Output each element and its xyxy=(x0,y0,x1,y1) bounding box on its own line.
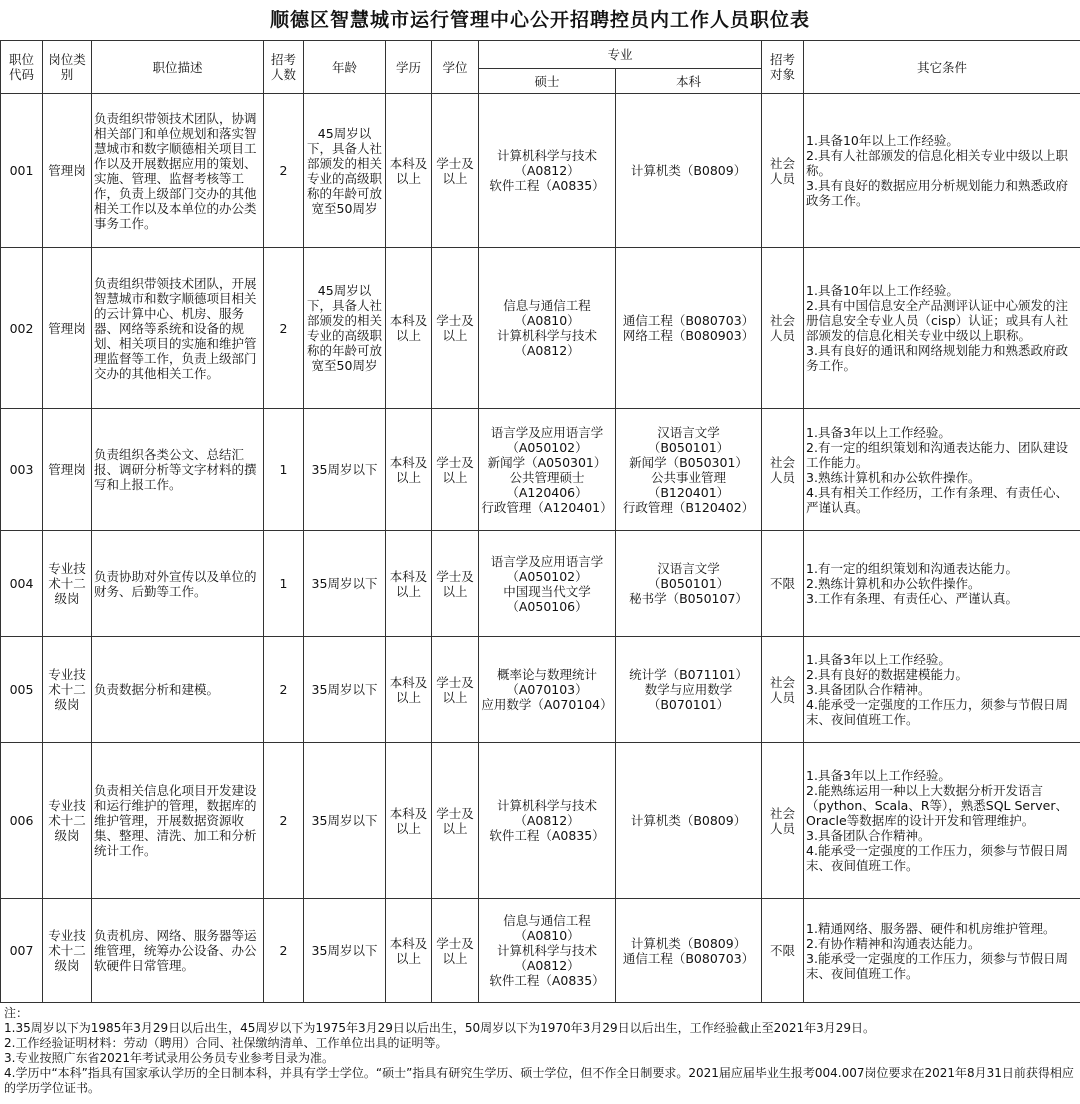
table-row xyxy=(1,94,1080,248)
master-major-cell: 语言学及应用语言学 （A050102） 中国现当代文学 （A050106） xyxy=(479,531,616,637)
header-category: 岗位类别 xyxy=(43,41,92,94)
other-conditions-cell: 1.有一定的组织策划和沟通表达能力。 2.熟练计算机和办公软件操作。 3.工作有条理、有责任心、严谨认真。 xyxy=(804,531,1080,637)
description-cell: 负责机房、网络、服务器等运维管理，统筹办公设备、办公软硬件日常管理。 xyxy=(92,899,264,1003)
table-row xyxy=(1,248,1080,409)
code-cell: 002 xyxy=(1,248,43,409)
degree-cell: 学士及以上 xyxy=(432,743,479,899)
target-cell: 社会人员 xyxy=(762,637,804,743)
code-cell: 001 xyxy=(1,94,43,248)
category-cell: 专业技术十二级岗 xyxy=(43,531,92,637)
header-count: 招考人数 xyxy=(264,41,304,94)
description-cell: 负责组织各类公文、总结汇报、调研分析等文字材料的撰写和上报工作。 xyxy=(92,409,264,531)
note-item: 2.工作经验证明材料：劳动（聘用）合同、社保缴纳清单、工作单位出具的证明等。 xyxy=(4,1036,448,1050)
table-row xyxy=(1,743,1080,899)
code-cell: 007 xyxy=(1,899,43,1003)
category-cell: 专业技术十二级岗 xyxy=(43,899,92,1003)
education-cell: 本科及以上 xyxy=(386,409,432,531)
count-cell: 2 xyxy=(264,743,304,899)
target-cell: 不限 xyxy=(762,531,804,637)
other-conditions-cell: 1.具备3年以上工作经验。 2.能熟练运用一种以上大数据分析开发语言（python、Scala、R等），熟悉SQL Server、Oracle等数据库的设计开发和管理维护。 3.具备团队合作精神。 4.能承受一定强度的工作压力，须参与节假日周末、夜间值班工作。 xyxy=(804,743,1080,899)
header-major: 专业 xyxy=(479,41,762,69)
table-row xyxy=(1,637,1080,743)
education-cell: 本科及以上 xyxy=(386,94,432,248)
education-cell: 本科及以上 xyxy=(386,248,432,409)
count-cell: 2 xyxy=(264,899,304,1003)
code-cell: 003 xyxy=(1,409,43,531)
header-code: 职位代码 xyxy=(1,41,43,94)
bachelor-major-cell: 统计学（B071101） 数学与应用数学 （B070101） xyxy=(616,637,762,743)
note-item: 3.专业按照广东省2021年考试录用公务员专业参考目录为准。 xyxy=(4,1051,334,1065)
table-row xyxy=(1,531,1080,637)
header-master: 硕士 xyxy=(479,69,616,94)
other-conditions-cell: 1.具备10年以上工作经验。 2.具有中国信息安全产品测评认证中心颁发的注册信息安全专业人员（cisp）认证；或具有人社部颁发的信息化相关专业中级以上职称。 3.具有良好的通讯和网络规划能力和熟悉政府政务工作。 xyxy=(804,248,1080,409)
age-cell: 35周岁以下 xyxy=(304,409,386,531)
description-cell: 负责组织带领技术团队，开展智慧城市和数字顺德项目相关的云计算中心、机房、服务器、网络等系统和设备的规划、相关项目的实施和维护管理监督等工作，负责上级部门交办的其他相关工作。 xyxy=(92,248,264,409)
category-cell: 专业技术十二级岗 xyxy=(43,743,92,899)
target-cell: 社会人员 xyxy=(762,94,804,248)
description-cell: 负责相关信息化项目开发建设和运行维护的管理，数据库的维护管理，开展数据资源收集、整理、清洗、加工和分析统计工作。 xyxy=(92,743,264,899)
header-description: 职位描述 xyxy=(92,41,264,94)
bachelor-major-cell: 计算机类（B0809） 通信工程（B080703） xyxy=(616,899,762,1003)
degree-cell: 学士及以上 xyxy=(432,899,479,1003)
age-cell: 35周岁以下 xyxy=(304,743,386,899)
degree-cell: 学士及以上 xyxy=(432,248,479,409)
education-cell: 本科及以上 xyxy=(386,531,432,637)
age-cell: 35周岁以下 xyxy=(304,899,386,1003)
master-major-cell: 计算机科学与技术 （A0812） 软件工程（A0835） xyxy=(479,743,616,899)
category-cell: 管理岗 xyxy=(43,409,92,531)
target-cell: 社会人员 xyxy=(762,743,804,899)
notes-section xyxy=(0,1003,1080,1096)
master-major-cell: 概率论与数理统计 （A070103） 应用数学（A070104） xyxy=(479,637,616,743)
count-cell: 1 xyxy=(264,531,304,637)
degree-cell: 学士及以上 xyxy=(432,637,479,743)
category-cell: 管理岗 xyxy=(43,248,92,409)
count-cell: 2 xyxy=(264,248,304,409)
master-major-cell: 语言学及应用语言学 （A050102） 新闻学（A050301） 公共管理硕士 （A120406） 行政管理（A120401） xyxy=(479,409,616,531)
age-cell: 45周岁以下，具备人社部颁发的相关专业的高级职称的年龄可放宽至50周岁 xyxy=(304,94,386,248)
bachelor-major-cell: 计算机类（B0809） xyxy=(616,743,762,899)
category-cell: 专业技术十二级岗 xyxy=(43,637,92,743)
header-education: 学历 xyxy=(386,41,432,94)
description-cell: 负责协助对外宣传以及单位的财务、后勤等工作。 xyxy=(92,531,264,637)
education-cell: 本科及以上 xyxy=(386,743,432,899)
count-cell: 1 xyxy=(264,409,304,531)
header-other: 其它条件 xyxy=(804,41,1080,94)
bachelor-major-cell: 汉语言文学（B050101） 秘书学（B050107） xyxy=(616,531,762,637)
master-major-cell: 信息与通信工程 （A0810） 计算机科学与技术 （A0812） xyxy=(479,248,616,409)
age-cell: 35周岁以下 xyxy=(304,637,386,743)
positions-table xyxy=(0,40,1080,1003)
other-conditions-cell: 1.具备3年以上工作经验。 2.有一定的组织策划和沟通表达能力、团队建设工作能力。 3.熟练计算机和办公软件操作。 4.具有相关工作经历，工作有条理、有责任心、严谨认真。 xyxy=(804,409,1080,531)
page-title: 顺德区智慧城市运行管理中心公开招聘控员内工作人员职位表 xyxy=(269,9,810,31)
other-conditions-cell: 1.具备3年以上工作经验。 2.具有良好的数据建模能力。 3.具备团队合作精神。 4.能承受一定强度的工作压力，须参与节假日周末、夜间值班工作。 xyxy=(804,637,1080,743)
table-row xyxy=(1,409,1080,531)
count-cell: 2 xyxy=(264,637,304,743)
note-item: 1.35周岁以下为1985年3月29日以后出生，45周岁以下为1975年3月29日以后出生，50周岁以下为1970年3月29日以后出生，工作经验截止至2021年3月29日。 xyxy=(4,1021,876,1035)
master-major-cell: 信息与通信工程 （A0810） 计算机科学与技术 （A0812） 软件工程（A0835） xyxy=(479,899,616,1003)
bachelor-major-cell: 通信工程（B080703） 网络工程（B080903） xyxy=(616,248,762,409)
table-row xyxy=(1,899,1080,1003)
note-item: 4.学历中“本科”指具有国家承认学历的全日制本科，并具有学士学位。“硕士”指具有研究生学历、硕士学位，但不作全日制要求。2021届应届毕业生报考004.007岗位要求在2021年8月31日前获得相应的学历学位证书。 xyxy=(4,1066,1074,1095)
education-cell: 本科及以上 xyxy=(386,637,432,743)
notes-label: 注： xyxy=(4,1006,29,1020)
header-bachelor: 本科 xyxy=(616,69,762,94)
bachelor-major-cell: 汉语言文学（B050101） 新闻学（B050301） 公共事业管理 （B120401） 行政管理（B120402） xyxy=(616,409,762,531)
target-cell: 不限 xyxy=(762,899,804,1003)
header-target: 招考对象 xyxy=(762,41,804,94)
age-cell: 35周岁以下 xyxy=(304,531,386,637)
header-degree: 学位 xyxy=(432,41,479,94)
bachelor-major-cell: 计算机类（B0809） xyxy=(616,94,762,248)
degree-cell: 学士及以上 xyxy=(432,94,479,248)
degree-cell: 学士及以上 xyxy=(432,409,479,531)
code-cell: 005 xyxy=(1,637,43,743)
degree-cell: 学士及以上 xyxy=(432,531,479,637)
category-cell: 管理岗 xyxy=(43,94,92,248)
age-cell: 45周岁以下，具备人社部颁发的相关专业的高级职称的年龄可放宽至50周岁 xyxy=(304,248,386,409)
education-cell: 本科及以上 xyxy=(386,899,432,1003)
master-major-cell: 计算机科学与技术 （A0812） 软件工程（A0835） xyxy=(479,94,616,248)
count-cell: 2 xyxy=(264,94,304,248)
header-age: 年龄 xyxy=(304,41,386,94)
code-cell: 004 xyxy=(1,531,43,637)
target-cell: 社会人员 xyxy=(762,248,804,409)
other-conditions-cell: 1.精通网络、服务器、硬件和机房维护管理。 2.有协作精神和沟通表达能力。 3.能承受一定强度的工作压力，须参与节假日周末、夜间值班工作。 xyxy=(804,899,1080,1003)
target-cell: 社会人员 xyxy=(762,409,804,531)
code-cell: 006 xyxy=(1,743,43,899)
description-cell: 负责数据分析和建模。 xyxy=(92,637,264,743)
other-conditions-cell: 1.具备10年以上工作经验。 2.具有人社部颁发的信息化相关专业中级以上职称。 3.具有良好的数据应用分析规划能力和熟悉政府政务工作。 xyxy=(804,94,1080,248)
description-cell: 负责组织带领技术团队，协调相关部门和单位规划和落实智慧城市和数字顺德相关项目工作以及开展数据应用的策划、实施、管理、监督考核等工作，负责上级部门交办的其他相关工作以及本单位的办公类事务工作。 xyxy=(92,94,264,248)
